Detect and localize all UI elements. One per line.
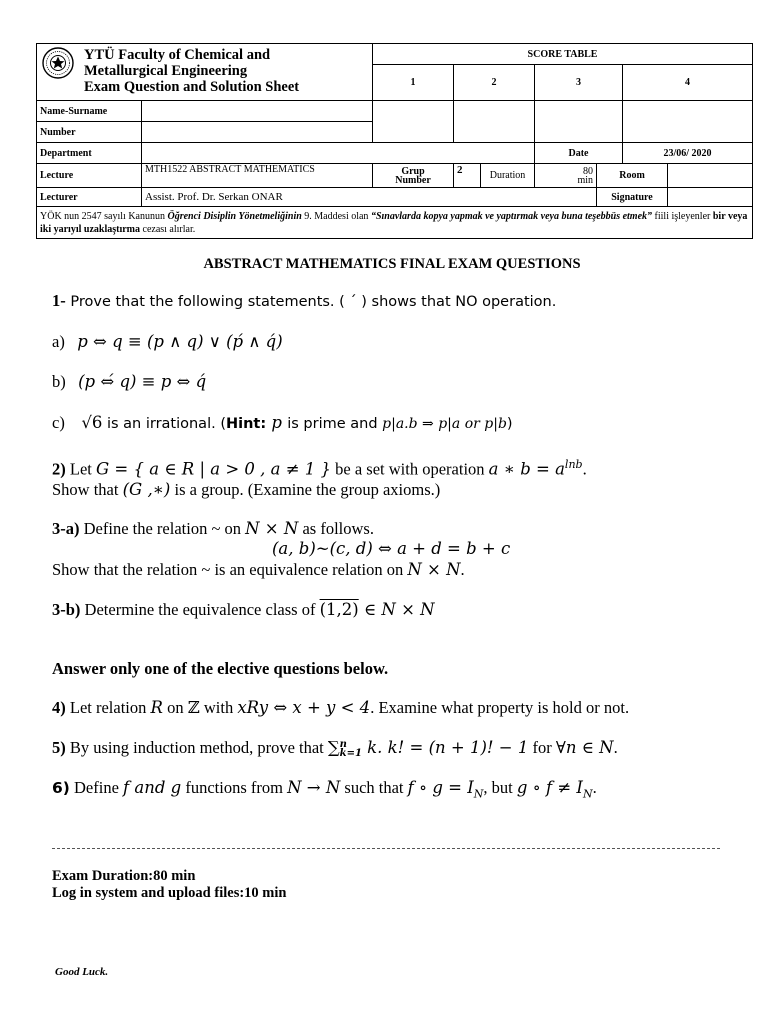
score-col-1: 1 — [373, 65, 454, 101]
signature-field[interactable] — [668, 188, 753, 207]
question-1: 1- Prove that the following statements. ( ´ ) shows that NO operation. — [52, 291, 557, 310]
grup-number-label: Grup Number — [373, 164, 454, 188]
question-1b: b) (p ⇔́ q) ≡ p ⇔ q́ — [52, 372, 207, 391]
question-5: 5) By using induction method, prove that ∑ n k=1 k. k! = (n + 1)! − 1 for ∀n ∈ N. — [52, 738, 618, 760]
date-value: 23/06/ 2020 — [623, 143, 753, 164]
date-label: Date — [535, 143, 623, 164]
score-col-2: 2 — [454, 65, 535, 101]
grup-number-value: 2 — [454, 164, 481, 188]
duration-label: Duration — [481, 164, 535, 188]
question-2: 2) Let G = { a ∈ R | a > 0 , a ≠ 1 } be a set with operation a ∗ $b = a^{lnb}$. — [52, 458, 587, 479]
dashed-separator — [52, 848, 720, 849]
university-seal-icon — [42, 47, 74, 79]
department-label: Department — [37, 143, 142, 164]
number-field[interactable] — [142, 122, 373, 143]
question-4: 4) Let relation R on ℤ with xRy ⇔ x + y < 4. Examine what property is hold or not. — [52, 698, 630, 717]
faculty-cell — [37, 44, 373, 101]
question-3b: 3-b) Determine the equivalence class of (1,2) ∈ N × N — [52, 600, 435, 619]
duration-value: 80 min — [535, 164, 597, 188]
score-cell-1[interactable] — [373, 101, 454, 143]
lecturer-label: Lecturer — [37, 188, 142, 207]
header-table — [36, 43, 753, 239]
exam-title: ABSTRACT MATHEMATICS FINAL EXAM QUESTIONS — [203, 256, 581, 272]
lecture-label: Lecture — [37, 164, 142, 188]
question-3a-relation: (a, b)~(c, d) ⇔ a + d = b + c — [272, 539, 511, 558]
question-1c: c) √6 is an irrational. (Hint: p is prime and p|a.b ⇒ p|a or p|b) — [52, 413, 513, 432]
elective-heading: Answer only one of the elective questions below. — [52, 659, 389, 678]
good-luck: Good Luck. — [55, 966, 109, 978]
question-2-line2: Show that (G ,∗) is a group. (Examine the group axioms.) — [52, 480, 441, 499]
name-field[interactable] — [142, 101, 373, 122]
lecture-value: MTH1522 ABSTRACT MATHEMATICS — [142, 164, 373, 188]
score-col-3: 3 — [535, 65, 623, 101]
exam-header — [36, 43, 752, 242]
room-field[interactable] — [668, 164, 753, 188]
question-1a: a) p ⇔ q ≡ (p ∧ q) ∨ (ṕ ∧ q́) — [52, 332, 283, 351]
question-3a: 3-a) Define the relation ~ on N × N as follows. — [52, 519, 374, 538]
room-label: Room — [597, 164, 668, 188]
signature-label: Signature — [597, 188, 668, 207]
score-col-4: 4 — [623, 65, 753, 101]
name-label: Name-Surname — [37, 101, 142, 122]
score-cell-3[interactable] — [535, 101, 623, 143]
faculty-title: YTÜ Faculty of Chemical and Metallurgical Engineering Exam Question and Solution Sheet — [84, 47, 300, 95]
department-field[interactable] — [142, 143, 535, 164]
exam-duration-note: Exam Duration:80 min — [52, 868, 196, 884]
score-cell-2[interactable] — [454, 101, 535, 143]
score-cell-4[interactable] — [623, 101, 753, 143]
question-6: 6) Define f and g functions from N → N such that f ∘ $g = I_N$, but g ∘ $f \ne I_N$. — [52, 778, 597, 801]
discipline-notice: YÖK nun 2547 sayılı Kanunun Öğrenci Disiplin Yönetmeliğinin 9. Maddesi olan “Sınavlarda kopya yapmak ve yaptırmak veya buna teşebbüs etmek” fiili işleyenler bir veya iki yarıyıl uzaklaştırma cezası alırlar. — [37, 207, 753, 239]
number-label: Number — [37, 122, 142, 143]
lecturer-value: Assist. Prof. Dr. Serkan ONAR — [142, 188, 597, 207]
score-table-title: SCORE TABLE — [373, 44, 753, 65]
question-3a-line3: Show that the relation ~ is an equivalence relation on N × N. — [52, 560, 465, 579]
upload-note: Log in system and upload files:10 min — [52, 885, 287, 901]
